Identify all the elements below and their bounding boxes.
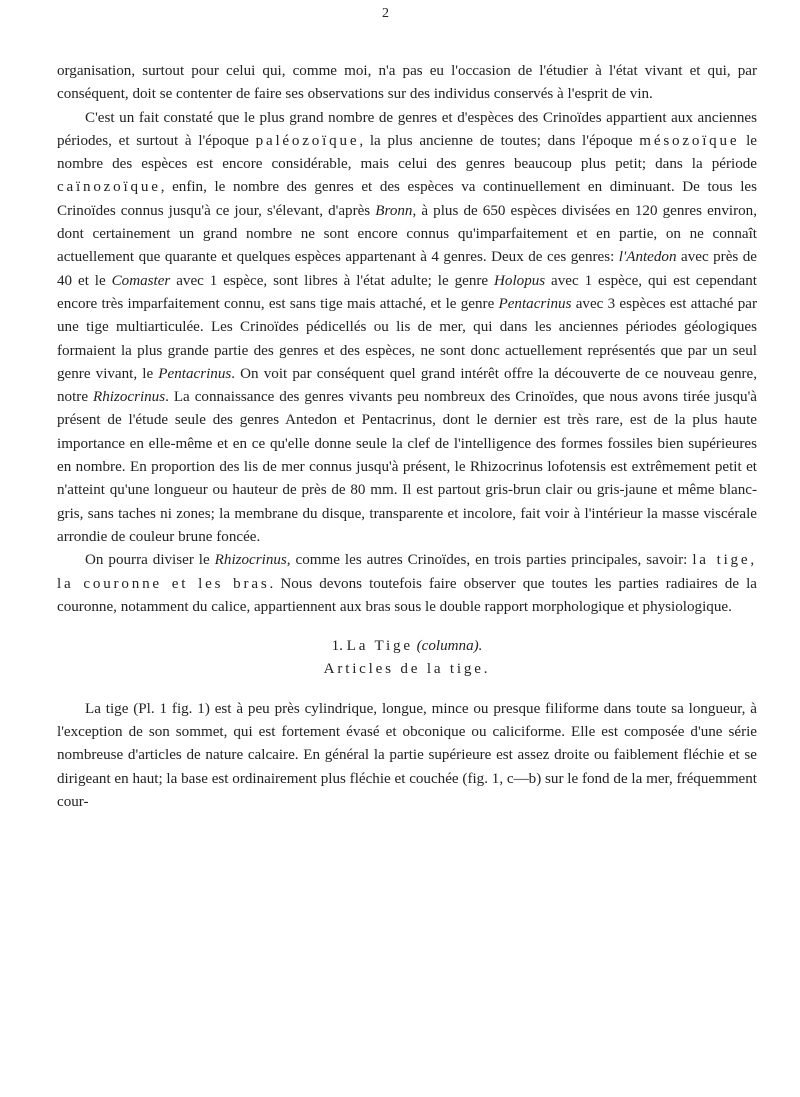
- section-title: La Tige: [346, 638, 413, 655]
- section-latin: (columna).: [416, 638, 483, 655]
- author-bronn: Bronn: [375, 202, 413, 219]
- subsection-heading: Articles de la tige.: [323, 661, 491, 678]
- paragraph-division: On pourra diviser le Rhizocrinus, comme les autres Crinoïdes, en trois parties principales, savoir: la tige, la couronne et les bras. Nous devons toutefois faire observer que toutes les parties radiaires de la couronne, notamment du calice, appartiennent aux bras sous le double rapport morphologique et physiologique.: [57, 552, 757, 615]
- term-mesozoique: mésozoïque: [639, 132, 740, 149]
- genus-holopus: Holopus: [494, 272, 546, 289]
- genus-rhizocrinus: Rhizocrinus: [92, 389, 166, 406]
- genus-antedon: l'Antedon: [618, 249, 677, 266]
- genus-rhizocrinus-2: Rhizocrinus: [214, 552, 287, 569]
- genus-pentacrinus: Pentacrinus: [498, 295, 572, 312]
- genus-comaster: Comaster: [111, 272, 171, 289]
- genus-pentacrinus-2: Pentacrinus: [158, 365, 232, 382]
- section-number: 1.: [331, 638, 343, 655]
- term-paleozoique: paléozoïque: [255, 132, 360, 149]
- term-cainozoique: caïnozoïque: [57, 179, 161, 196]
- parts-list: la tige, la couronne et les bras: [57, 552, 757, 592]
- page-content: [57, 60, 757, 814]
- page-number: 2: [382, 6, 389, 21]
- section-heading: [57, 635, 757, 658]
- paragraph-intro-continuation: organisation, surtout pour celui qui, comme moi, n'a pas eu l'occasion de l'étudier à l'état vivant et qui, par conséquent, doit se contenter de faire ses observations sur des individus conservés à l'esprit de vin.: [57, 63, 757, 103]
- paragraph-crinoid-history: C'est un fait constaté que le plus grand nombre de genres et d'espèces des Crinoïdes appartient aux anciennes périodes, et surtout à l'époque paléozoïque, la plus ancienne de toutes; dans l'époque mésozoïque le nombre des espèces est encore considérable, mais celui des genres beaucoup plus petit; dans la période caïnozoïque, enfin, le nombre des genres et des espèces va continuellement en diminuant. De tous les Crinoïdes connus jusqu'à ce jour, s'élevant, d'après Bronn, à plus de 650 espèces divisées en 120 genres environ, dont certainement un grand nombre ne sont encore connus qu'imparfaitement et en partie, on ne connaît actuellement que quarante et quelques espèces appartenant à 4 genres. Deux de ces genres: l'Antedon avec près de 40 et le Comaster avec 1 espèce, sont libres à l'état adulte; le genre Holopus avec 1 espèce, qui est cependant encore très imparfaitement connu, est sans tige mais attaché, et le genre Pentacrinus avec 3 espèces est attaché par une tige multiarticulée. Les Crinoïdes pédicellés ou lis de mer, qui dans les anciennes périodes géologiques formaient la plus grande partie des genres et des espèces, ne sont donc actuellement représentés que par un seul genre vivant, le Pentacrinus. On voit par conséquent quel grand intérêt offre la découverte de ce nouveau genre, notre Rhizocrinus. La connaissance des genres vivants peu nombreux des Crinoïdes, que nous avons tirée jusqu'à présent de l'étude seule des genres Antedon et Pentacrinus, dont le dernier est très rare, est de la plus haute importance en elle-même et en ce qu'elle donne seule la clef de l'intelligence des formes fossiles bien supérieures en nombre. En proportion des lis de mer connus jusqu'à présent, le Rhizocrinus lofotensis est extrêmement petit et n'atteint qu'une longueur ou hauteur de près de 80 mm. Il est partout gris-brun clair ou gris-jaune et même blanc-gris, sans taches ni zones; la membrane du disque, transparente et incolore, fait voir à l'intérieur la masse viscérale arrondie de couleur brune foncée.: [57, 109, 758, 545]
- paragraph-tige-description: La tige (Pl. 1 fig. 1) est à peu près cylindrique, longue, mince ou presque filiforme dans toute sa longueur, à l'exception de son sommet, qui est fortement évasé et obconique ou caliciforme. Elle est composée d'une série nombreuse d'articles de nature calcaire. En général la partie supérieure est assez droite ou faiblement fléchie et se dirigeant en haut; la base est ordinairement plus fléchie et couchée (fig. 1, c—b) sur le fond de la mer, fréquemment cour-: [57, 700, 757, 810]
